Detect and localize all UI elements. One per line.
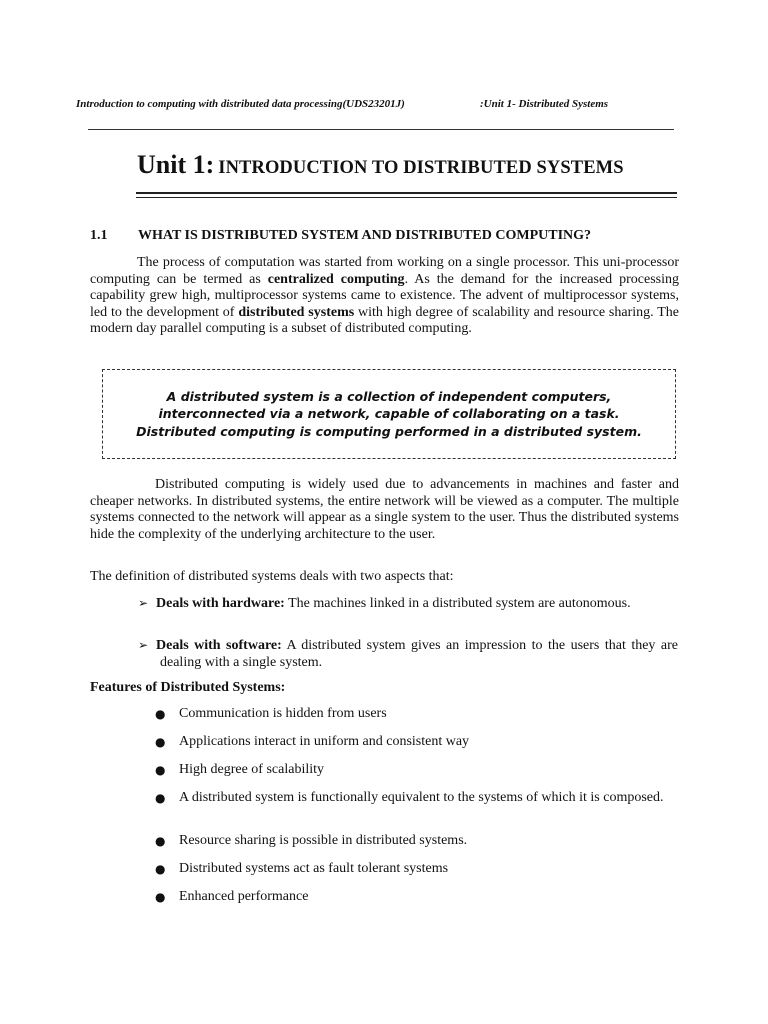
bullet-icon: ● — [155, 862, 166, 876]
term-centralized-computing: centralized computing — [267, 271, 405, 287]
definition-box — [102, 369, 676, 459]
section-heading — [90, 228, 591, 244]
bullet-icon: ● — [155, 763, 166, 777]
feature-item: ● Applications interact in uniform and consistent way — [155, 734, 470, 749]
title-divider-thin — [136, 197, 677, 198]
header-divider — [88, 129, 674, 130]
bullet-icon: ● — [155, 834, 166, 848]
aspect-text: The machines linked in a distributed system are autonomous. — [284, 596, 631, 611]
page-header — [76, 98, 676, 110]
page-title — [137, 150, 624, 180]
section-title: WHAT IS DISTRIBUTED SYSTEM AND DISTRIBUTED COMPUTING? — [138, 228, 592, 243]
term-distributed-systems: distributed systems — [238, 304, 355, 320]
bullet-icon: ● — [155, 707, 166, 721]
header-unit-label: :Unit 1- Distributed Systems — [480, 98, 609, 110]
intro-paragraph — [90, 255, 679, 338]
title-unit: Unit 1: — [137, 150, 215, 179]
aspect-label: Deals with hardware: — [156, 596, 285, 611]
aspect-text: A distributed system gives an impression to the users that they are dealing with a single system. — [160, 638, 678, 670]
arrow-bullet-icon: ➢ — [138, 596, 149, 610]
feature-item: ● High degree of scalability — [155, 762, 325, 777]
feature-item: ● Enhanced performance — [155, 889, 309, 904]
definition-text: A distributed system is a collection of independent computers, interconnected via a network, capable of collaborating on a task. Distributed computing is computing performed in a distributed system. — [136, 388, 642, 439]
header-course-title: Introduction to computing with distributed data processing(UDS23201J) — [76, 98, 405, 110]
aspect-label: Deals with software: — [156, 638, 282, 653]
arrow-bullet-icon: ➢ — [138, 638, 149, 652]
bullet-icon: ● — [155, 890, 166, 904]
intro-text-a: The process of computation was started from working on a single processor. This uni-processor computing can be termed as — [90, 255, 679, 287]
section-number: 1.1 — [90, 228, 108, 243]
feature-item: ● Distributed systems act as fault tolerant systems — [155, 861, 449, 876]
title-divider-thick — [136, 192, 677, 194]
title-text: INTRODUCTION TO DISTRIBUTED SYSTEMS — [218, 158, 624, 178]
feature-item: ● Resource sharing is possible in distributed systems. — [155, 833, 468, 848]
paragraph-aspects-intro: The definition of distributed systems deals with two aspects that: — [90, 569, 454, 584]
paragraph-usage: Distributed computing is widely used due to advancements in machines and faster and cheaper networks. In distributed systems, the entire network will be viewed as a computer. The multiple systems connected to the network will appear as a single system to the user. Thus the distributed systems hide the complexity of the underlying architecture to the user. — [90, 477, 679, 542]
features-heading: Features of Distributed Systems: — [90, 680, 286, 695]
feature-item: ● Communication is hidden from users — [155, 706, 387, 721]
intro-text-e: with high degree of scalability and resource sharing. The modern day parallel computing is a subset of distributed computing. — [90, 304, 679, 336]
bullet-icon: ● — [155, 791, 166, 805]
aspect-hardware — [138, 595, 678, 613]
feature-item: ● A distributed system is functionally equivalent to the systems of which it is composed. — [155, 790, 664, 805]
bullet-icon: ● — [155, 735, 166, 749]
aspect-software — [138, 637, 678, 671]
intro-text-c: . As the demand for the increased processing capability grew high, multiprocessor systems came to existence. The advent of multiprocessor systems, led to the development of — [90, 271, 679, 320]
